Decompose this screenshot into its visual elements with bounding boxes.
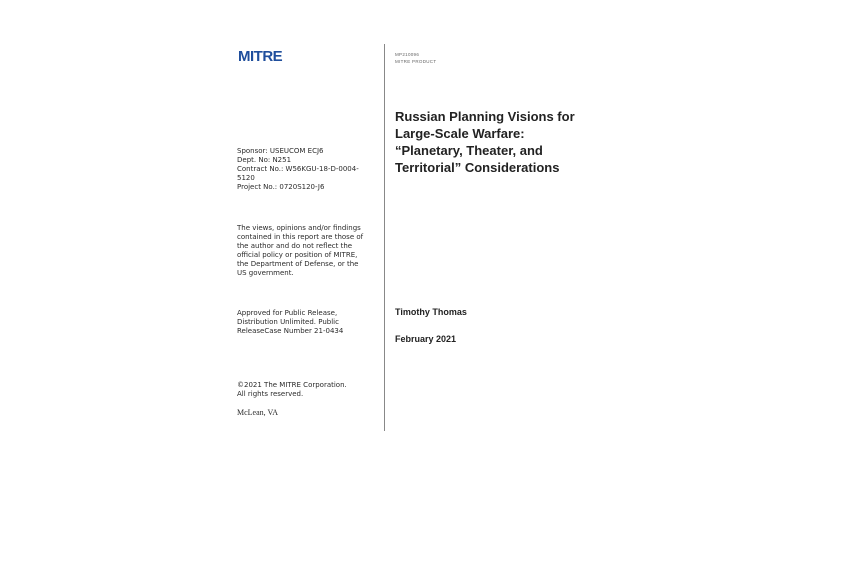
author-name: Timothy Thomas	[395, 307, 467, 317]
sponsor-line: Project No.: 0720S120-J6	[237, 183, 325, 191]
report-title	[395, 108, 615, 176]
sponsor-block	[237, 147, 377, 192]
release-line: Approved for Public Release,	[237, 309, 338, 317]
location: McLean, VA	[237, 408, 279, 417]
disclaimer-line: US government.	[237, 269, 294, 277]
sponsor-line: Sponsor: USEUCOM ECJ6	[237, 147, 324, 155]
title-line: Territorial” Considerations	[395, 160, 560, 175]
disclaimer-line: the Department of Defense, or the	[237, 260, 359, 268]
meta-line: MITRE PRODUCT	[395, 59, 437, 64]
title-line: Russian Planning Visions for	[395, 109, 575, 124]
sponsor-line: Dept. No: N251	[237, 156, 292, 164]
disclaimer-line: contained in this report are those of	[237, 233, 364, 241]
copyright-line: All rights reserved.	[237, 390, 304, 398]
vertical-divider	[384, 44, 385, 431]
copyright-notice	[237, 381, 377, 399]
release-line: Distribution Unlimited. Public	[237, 318, 339, 326]
sponsor-line: Contract No.: W56KGU-18-D-0004-	[237, 165, 359, 173]
meta-line: MP210096	[395, 52, 420, 57]
title-line: “Planetary, Theater, and	[395, 143, 543, 158]
release-statement	[237, 309, 377, 336]
release-line: ReleaseCase Number 21-0434	[237, 327, 344, 335]
sponsor-line: 5120	[237, 174, 255, 182]
document-meta	[395, 51, 436, 65]
disclaimer-line: official policy or position of MITRE,	[237, 251, 358, 259]
disclaimer-line: the author and do not reflect the	[237, 242, 353, 250]
publication-date: February 2021	[395, 334, 457, 344]
mitre-logo: MITRE	[238, 48, 283, 65]
disclaimer-block	[237, 224, 377, 278]
disclaimer-line: The views, opinions and/or findings	[237, 224, 361, 232]
title-line: Large-Scale Warfare:	[395, 126, 525, 141]
copyright-line: ©2021 The MITRE Corporation.	[237, 381, 347, 389]
